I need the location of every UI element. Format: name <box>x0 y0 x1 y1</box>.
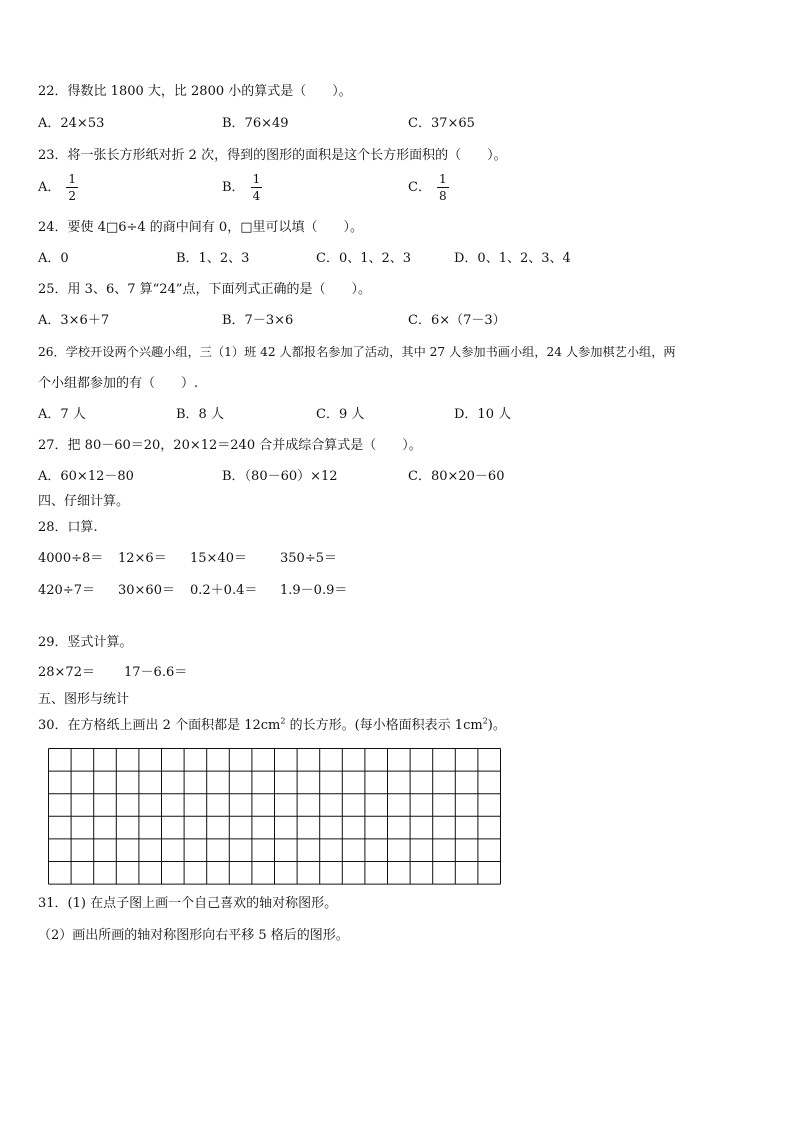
fraction-denominator: 4 <box>252 189 261 203</box>
fraction-numerator: 1 <box>438 172 447 186</box>
vertical-calc-item: 28×72＝ <box>38 665 95 680</box>
q26-option-d: D．10 人 <box>454 407 512 422</box>
question-28-title: 28．口算. <box>38 520 98 535</box>
question-22-stem: 22．得数比 1800 大，比 2800 小的算式是（ ）。 <box>38 84 352 99</box>
q24-option-c: C．0、1、2、3 <box>316 251 412 266</box>
q23-option-c-label: C． <box>408 180 431 195</box>
oral-calc-item: 30×60＝ <box>118 583 175 598</box>
question-23-stem: 23．将一张长方形纸对折 2 次，得到的图形的面积是这个长方形面积的（ ）。 <box>38 148 507 163</box>
q25-option-a: A．3×6＋7 <box>38 313 110 328</box>
fraction-one-eighth <box>437 172 449 203</box>
question-26-stem-line-2: 个小组都参加的有（ ）. <box>38 376 199 391</box>
q22-option-b: B．76×49 <box>222 116 289 131</box>
question-30-stem <box>38 718 506 734</box>
q23-option-b-label: B． <box>222 180 245 195</box>
q30-text-part: )。 <box>487 718 506 733</box>
q23-option-b <box>222 172 262 203</box>
oral-calc-item: 15×40＝ <box>190 551 247 566</box>
q25-option-b: B．7－3×6 <box>222 313 294 328</box>
q23-option-a <box>38 172 78 203</box>
oral-calc-item: 0.2＋0.4＝ <box>190 583 258 598</box>
q26-option-a: A．7 人 <box>38 407 86 422</box>
oral-calc-item: 12×6＝ <box>118 551 167 566</box>
q22-option-a: A．24×53 <box>38 116 105 131</box>
question-31-line-1: 31．(1) 在点子图上画一个自己喜欢的轴对称图形。 <box>38 896 338 911</box>
question-27-stem: 27．把 80－60＝20，20×12＝240 合并成综合算式是（ ）。 <box>38 438 422 453</box>
square-grid-paper[interactable] <box>48 748 503 885</box>
section-4-heading: 四、仔细计算。 <box>38 494 130 509</box>
vertical-calc-item: 17－6.6＝ <box>124 665 188 680</box>
question-26-stem-line-1: 26．学校开设两个兴趣小组，三（1）班 42 人都报名参加了活动，其中 27 人参加书画小组，24 人参加棋艺小组，两 <box>38 345 676 359</box>
q26-option-c: C．9 人 <box>316 407 365 422</box>
q24-option-b: B．1、2、3 <box>176 251 250 266</box>
superscript: 2 <box>280 716 286 726</box>
section-5-heading: 五、图形与统计 <box>38 692 130 707</box>
oral-calc-item: 1.9－0.9＝ <box>280 583 348 598</box>
q24-option-d: D．0、1、2、3、4 <box>454 251 571 266</box>
q27-option-c: C．80×20－60 <box>408 469 505 484</box>
superscript: 2 <box>482 716 488 726</box>
fraction-denominator: 2 <box>68 189 77 203</box>
question-29-title: 29．竖式计算。 <box>38 635 133 650</box>
question-31-line-2: （2）画出所画的轴对称图形向右平移 5 格后的图形。 <box>38 928 349 943</box>
q26-option-b: B．8 人 <box>176 407 224 422</box>
q30-text-part: 的长方形。(每小格面积表示 1cm <box>285 718 483 733</box>
fraction-numerator: 1 <box>68 172 77 186</box>
q23-option-c <box>408 172 449 203</box>
oral-calc-item: 350÷5＝ <box>280 551 337 566</box>
q30-text-part: 30．在方格纸上画出 2 个面积都是 12cm <box>38 718 281 733</box>
fraction-numerator: 1 <box>252 172 261 186</box>
question-24-stem: 24．要使 4□6÷4 的商中间有 0，□里可以填（ ）。 <box>38 220 363 235</box>
oral-calc-item: 420÷7＝ <box>38 583 95 598</box>
q27-option-a: A．60×12－80 <box>38 469 134 484</box>
q23-option-a-label: A． <box>38 180 61 195</box>
fraction-one-half <box>66 172 78 203</box>
q27-option-b: B．（80－60）×12 <box>222 469 338 484</box>
q24-option-a: A．0 <box>38 251 69 266</box>
fraction-denominator: 8 <box>438 189 447 203</box>
q25-option-c: C．6×（7－3） <box>408 313 506 328</box>
q22-option-c: C．37×65 <box>408 116 475 131</box>
question-25-stem: 25．用 3、6、7 算“24”点，下面列式正确的是（ ）。 <box>38 282 371 297</box>
oral-calc-item: 4000÷8＝ <box>38 551 104 566</box>
fraction-one-quarter <box>251 172 263 203</box>
